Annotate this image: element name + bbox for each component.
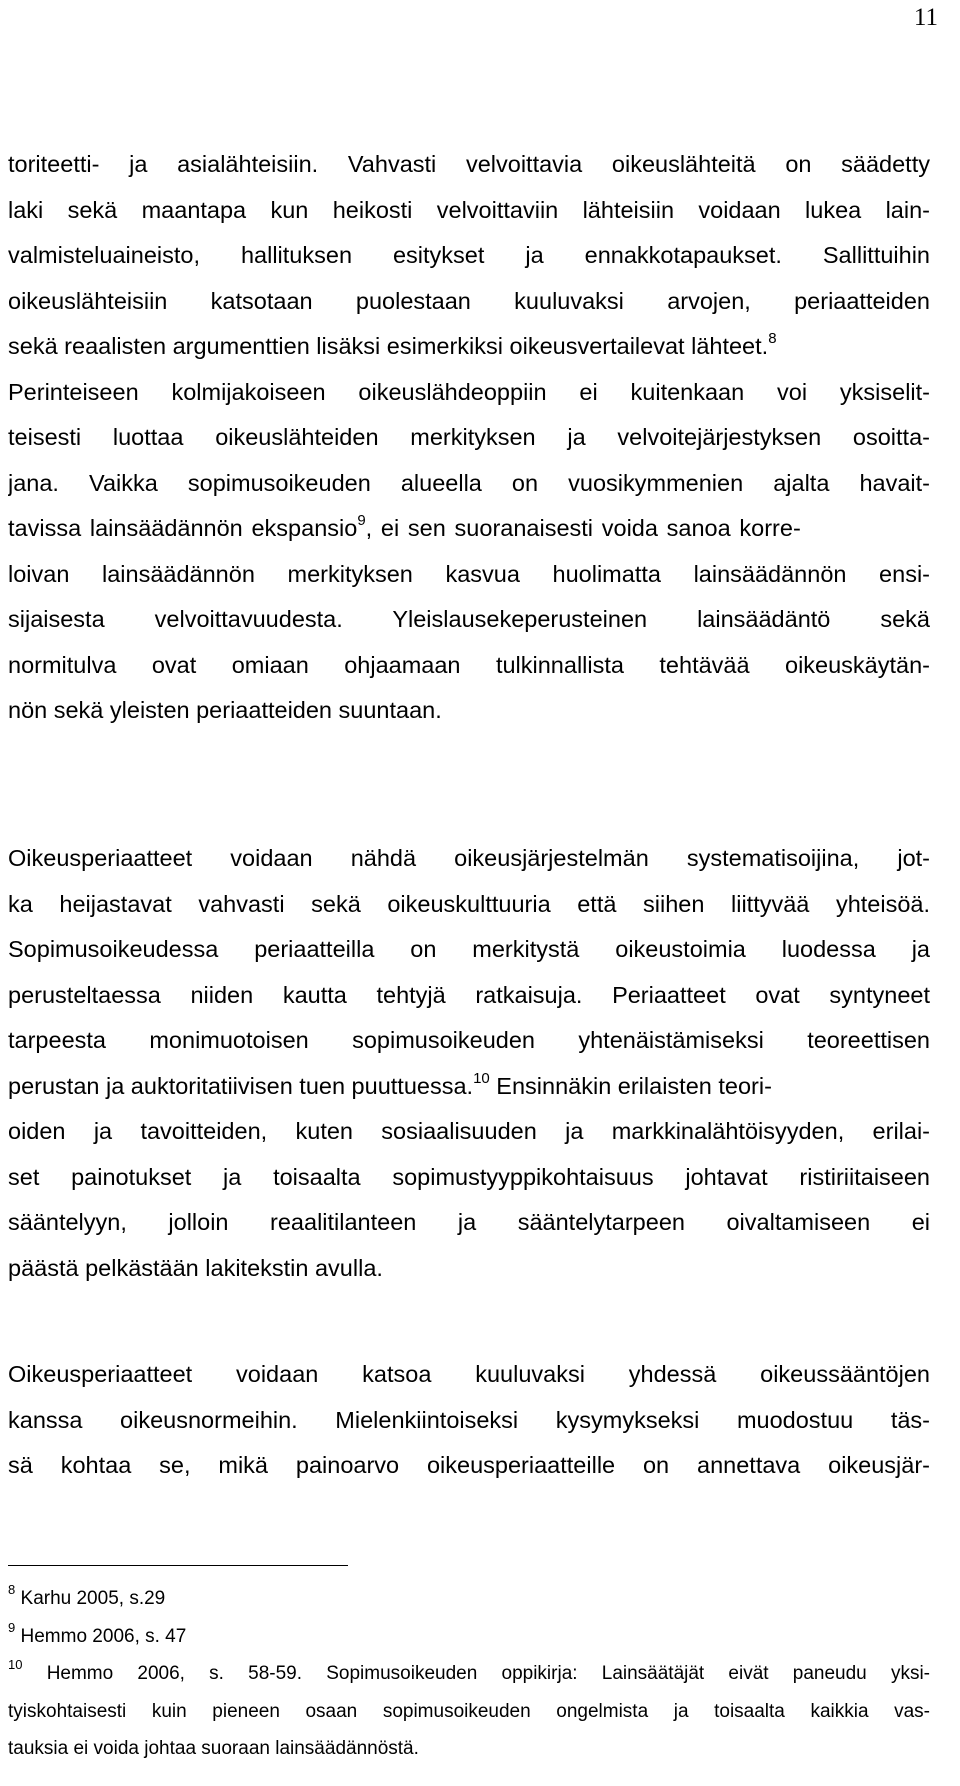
footnote-ref-10[interactable]: 10 <box>473 1069 490 1087</box>
text-line: sääntelyyn, jolloin reaalitilanteen ja sääntelytarpeen oivaltamiseen ei <box>8 1209 930 1235</box>
footnote-number: 8 <box>8 1582 16 1597</box>
text-line: oikeuslähteisiin katsotaan puolestaan kuuluvaksi arvojen, periaatteiden <box>8 287 930 314</box>
paragraph-1 <box>8 142 930 734</box>
footnote-text-line: tyiskohtaisesti kuin pieneen osaan sopimusoikeuden ongelmista ja toisaalta kaikkia vas- <box>8 1700 930 1722</box>
footnote-ref-9[interactable]: 9 <box>357 512 366 529</box>
page-number: 11 <box>913 4 938 31</box>
footnote-9 <box>8 1618 930 1656</box>
text-line: teisesti luottaa oikeuslähteiden merkityksen ja velvoitejärjestyksen osoitta- <box>8 424 930 450</box>
text-line: ka heijastavat vahvasti sekä oikeuskulttuuria että siihen liittyvää yhteisöä. <box>8 890 930 917</box>
text-line: päästä pelkästään lakitekstin avulla. <box>8 1254 383 1281</box>
text-line: normitulva ovat omiaan ohjaamaan tulkinnallista tehtävää oikeuskäytän- <box>8 651 930 678</box>
footnote-10 <box>8 1655 930 1693</box>
text-line: Oikeusperiaatteet voidaan katsoa kuuluvaksi yhdessä oikeussääntöjen <box>8 1361 930 1387</box>
text-line: laki sekä maantapa kun heikosti velvoittaviin lähteisiin voidaan lukea lain- <box>8 196 930 223</box>
text-line: Oikeusperiaatteet voidaan nähdä oikeusjärjestelmän systematisoijina, jot- <box>8 845 930 871</box>
text-line: sijaisesta velvoittavuudesta. Yleislausekeperusteinen lainsäädäntö sekä <box>8 606 930 632</box>
footnote-8 <box>8 1580 930 1618</box>
text-line: loivan lainsäädännön merkityksen kasvua huolimatta lainsäädännön ensi- <box>8 560 930 587</box>
text-line: set painotukset ja toisaalta sopimustyyppikohtaisuus johtavat ristiriitaiseen <box>8 1163 930 1190</box>
text-line: jana. Vaikka sopimusoikeuden alueella on vuosikymmenien ajalta havait- <box>8 469 930 496</box>
paragraph-2 <box>8 836 930 1291</box>
footnote-number: 9 <box>8 1619 16 1635</box>
text-line: toriteetti- ja asialähteisiin. Vahvasti velvoittavia oikeuslähteitä on säädetty <box>8 151 930 177</box>
text-line: Sopimusoikeudessa periaatteilla on merkitystä oikeustoimia luodessa ja <box>8 936 930 962</box>
text-line: Perinteiseen kolmijakoiseen oikeuslähdeoppiin ei kuitenkaan voi yksiselit- <box>8 378 930 405</box>
text-line: valmisteluaineisto, hallituksen esitykset ja ennakkotapaukset. Sallittuihin <box>8 242 930 268</box>
footnotes <box>8 1580 930 1768</box>
footnote-ref-8[interactable]: 8 <box>768 330 777 347</box>
text-segment: sekä reaalisten argumenttien lisäksi esimerkiksi oikeusvertailevat lähteet. <box>8 333 769 359</box>
paragraph-3 <box>8 1352 930 1489</box>
text-line: sä kohtaa se, mikä painoarvo oikeusperiaatteille on annettava oikeusjär- <box>8 1452 930 1478</box>
footnote-number: 10 <box>8 1657 23 1672</box>
text-segment: Ensinnäkin erilaisten teori- <box>496 1072 772 1099</box>
text-line: kanssa oikeusnormeihin. Mielenkiintoiseksi kysymykseksi muodostuu täs- <box>8 1406 930 1433</box>
footnote-text: Hemmo 2006, s. 47 <box>20 1625 187 1647</box>
text-line: oiden ja tavoitteiden, kuten sosiaalisuuden ja markkinalähtöisyyden, erilai- <box>8 1118 930 1144</box>
text-line: tarpeesta monimuotoisen sopimusoikeuden yhtenäistämiseksi teoreettisen <box>8 1027 930 1053</box>
text-segment: , ei sen suoranaisesti voida sanoa korre- <box>365 515 801 541</box>
text-line: perusteltaessa niiden kautta tehtyjä ratkaisuja. Periaatteet ovat syntyneet <box>8 981 930 1008</box>
footnote-separator <box>8 1565 348 1566</box>
footnote-text: Hemmo 2006, s. 58-59. Sopimusoikeuden oppikirja: Lainsäätäjät eivät paneudu yksi- <box>46 1663 930 1684</box>
text-segment: tavissa lainsäädännön ekspansio <box>8 515 358 541</box>
text-segment: perustan ja auktoritatiivisen tuen puuttuessa. <box>8 1072 474 1099</box>
footnote-text-line: tauksia ei voida johtaa suoraan lainsäädännöstä. <box>8 1738 419 1759</box>
text-line <box>8 324 930 370</box>
text-line <box>8 1064 930 1110</box>
footnote-text: Karhu 2005, s.29 <box>20 1588 166 1609</box>
text-line <box>8 506 930 552</box>
text-line: nön sekä yleisten periaatteiden suuntaan. <box>8 697 442 723</box>
